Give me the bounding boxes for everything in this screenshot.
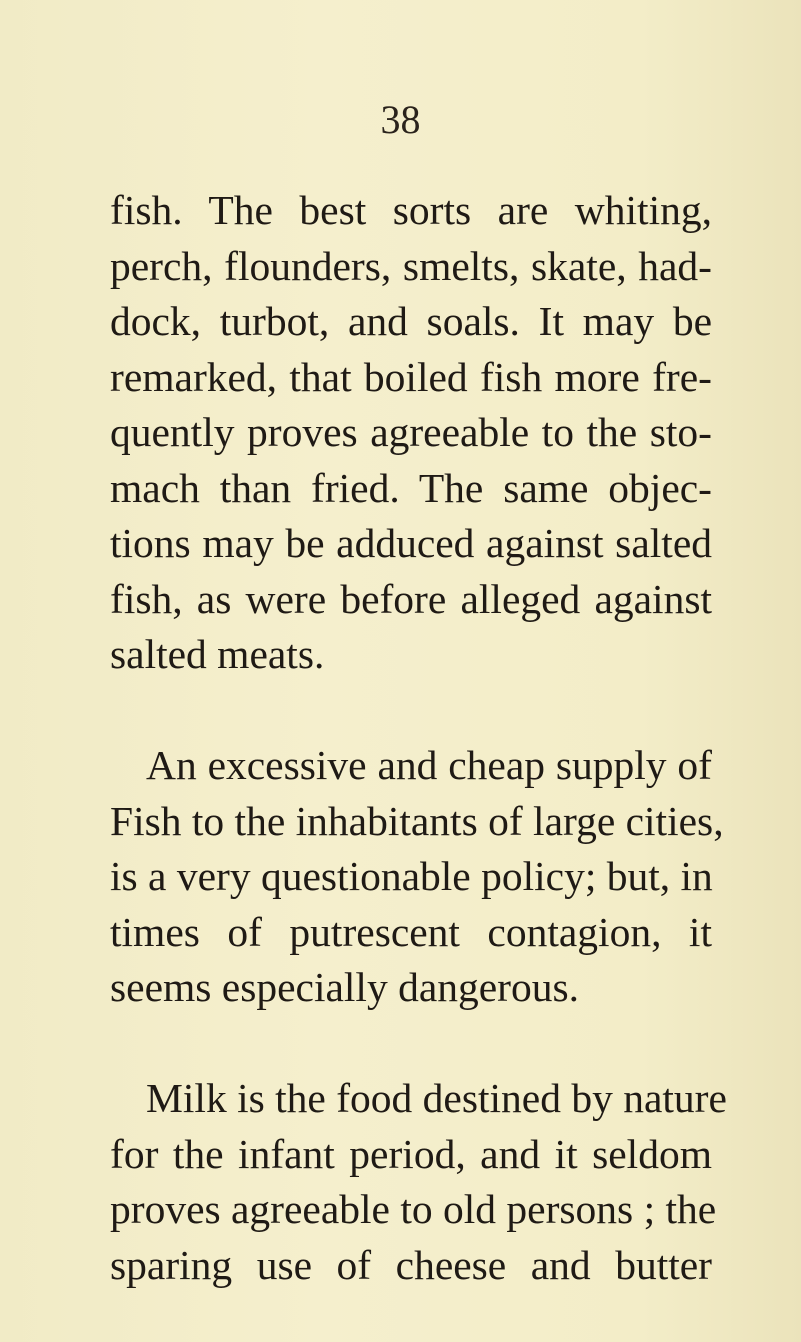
text-line: remarked, that boiled fish more fre- — [110, 353, 712, 400]
text-line: for the infant period, and it seldom — [110, 1130, 712, 1177]
text-line: is a very questionable policy; but, in — [110, 853, 713, 899]
text-line: proves agreeable to old persons ; the — [110, 1186, 717, 1232]
text-line: salted meats. — [110, 631, 325, 677]
text-line: seems especially dangerous. — [110, 964, 580, 1010]
paragraph-gap — [110, 683, 712, 739]
paragraph-fish — [110, 183, 712, 683]
text-line: An excessive and cheap supply of — [146, 742, 712, 788]
text-line: mach than fried. The same objec- — [110, 464, 712, 511]
text-line: Fish to the inhabitants of large cities, — [110, 797, 724, 844]
text-line: Milk is the food destined by nature — [146, 1075, 727, 1121]
text-line: quently proves agreeable to the sto- — [110, 409, 712, 455]
text-line: fish. The best sorts are whiting, — [110, 187, 712, 233]
text-line: perch, flounders, smelts, skate, had- — [110, 242, 712, 289]
text-line: fish, as were before alleged against — [110, 575, 712, 622]
text-line: tions may be adduced against salted — [110, 520, 712, 566]
text-line: times of putrescent contagion, it — [110, 908, 712, 955]
paragraph-supply — [110, 738, 724, 1016]
text-line: sparing use of cheese and butter — [110, 1241, 712, 1288]
paragraph-gap — [110, 1016, 712, 1072]
body-text — [110, 183, 727, 1293]
text-line: dock, turbot, and soals. It may be — [110, 298, 712, 344]
page-number: 38 — [380, 97, 421, 142]
paragraph-milk — [110, 1071, 727, 1293]
